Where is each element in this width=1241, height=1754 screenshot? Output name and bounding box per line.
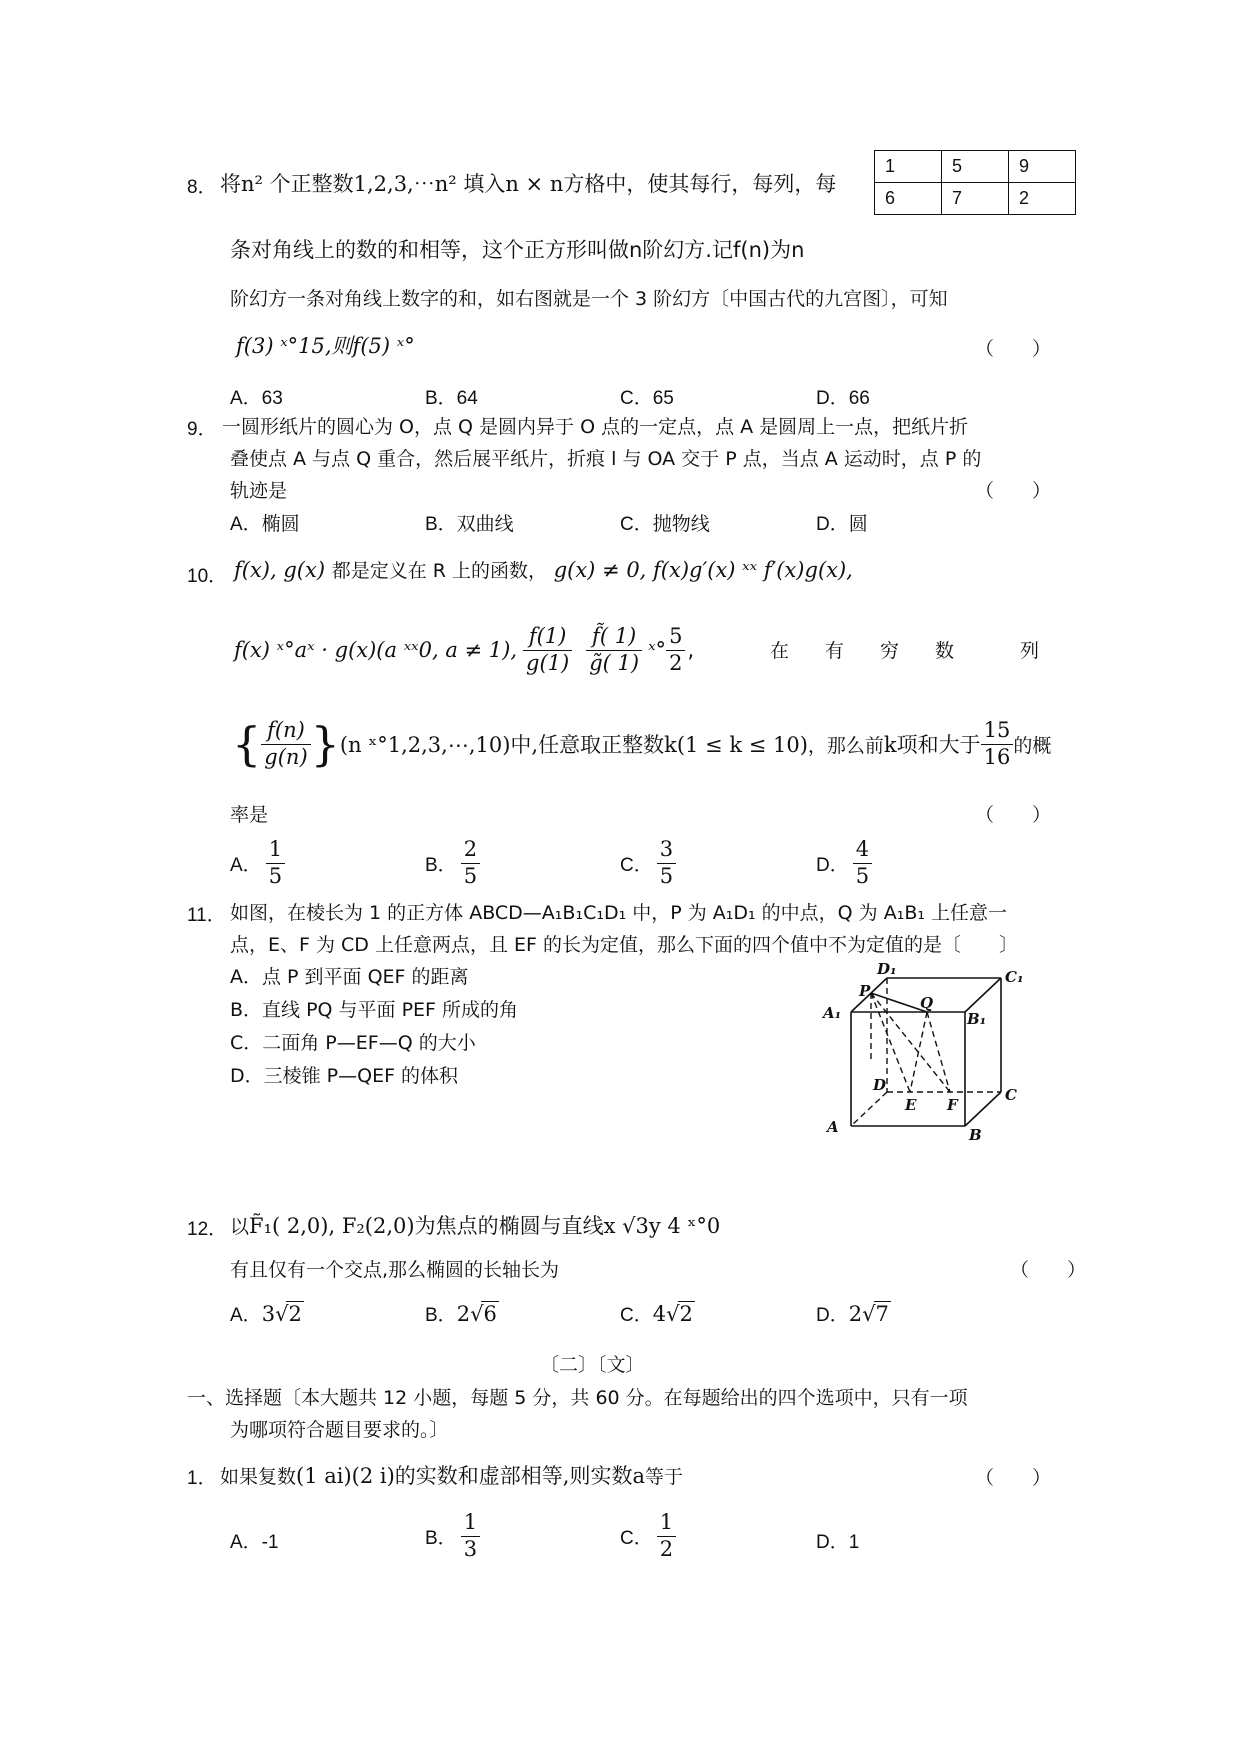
- fraction-numerator: 15: [981, 718, 1014, 744]
- question-1-number: 1．: [187, 1468, 217, 1489]
- fraction-denominator: g̃( 1): [589, 650, 640, 675]
- fraction-numerator: 2: [461, 837, 480, 863]
- question-8-option-c: C．65: [620, 388, 674, 409]
- label-b1: B₁: [967, 1010, 987, 1028]
- option-label: C．: [620, 1305, 653, 1326]
- option-coefficient: 4: [652, 1302, 667, 1326]
- question-10-tail-char: 数: [935, 640, 955, 662]
- option-label: D．: [816, 1305, 849, 1326]
- label-c: C: [1005, 1086, 1017, 1104]
- option-fraction: [853, 837, 872, 888]
- question-1-line-1-math: (1 ai)(2 i)的实数和虚部相等,则实数a: [296, 1464, 646, 1488]
- label-d: D: [873, 1076, 887, 1094]
- question-9-option-c: C．抛物线: [620, 514, 710, 535]
- question-1-option-b: [425, 1503, 480, 1569]
- magic-square-cell: 1: [875, 151, 942, 183]
- question-11-line-2: 点，E、F 为 CD 上任意两点，且 EF 的长为定值，那么下面的四个值中不为定值的是〔 〕: [230, 934, 1018, 956]
- fraction-denominator: 5: [463, 863, 478, 888]
- option-radicand: 2: [288, 1302, 302, 1326]
- section-heading-line-2: 为哪项符合题目要求的。〕: [230, 1419, 449, 1441]
- right-brace: }: [310, 717, 340, 771]
- question-12-option-a: [230, 1300, 304, 1327]
- question-10-tail-char: 在: [770, 640, 790, 662]
- question-8-line-2: 条对角线上的数的和相等，这个正方形叫做n阶幻方.记f(n)为n: [230, 238, 805, 262]
- cube-figure: [815, 960, 1030, 1145]
- question-12-option-b: [425, 1300, 499, 1327]
- fraction-numerator: 1: [461, 1510, 480, 1536]
- option-radicand: 2: [679, 1302, 693, 1326]
- question-10-line-2: [234, 615, 694, 685]
- fraction-numerator: f(n): [261, 718, 310, 744]
- question-10-line-3-end: 的概: [1013, 734, 1052, 757]
- question-12-option-c: [620, 1300, 695, 1327]
- question-10-line-3-k: k项和大于: [883, 733, 981, 757]
- cube-edge: [965, 978, 1001, 1012]
- question-10-option-b: [425, 833, 480, 893]
- question-10-answer-paren: （ ）: [975, 804, 1052, 826]
- question-10-tail-char: 列: [1020, 640, 1040, 662]
- question-10-sequence-fraction: [261, 718, 310, 769]
- magic-square-cell: 2: [1009, 183, 1076, 215]
- question-1-option-c: [620, 1503, 676, 1569]
- question-10-fraction-f-neg1: [586, 624, 642, 675]
- question-11-option-a: A．点 P 到平面 QEF 的距离: [230, 966, 469, 988]
- option-radicand: 7: [875, 1302, 889, 1326]
- question-9-answer-paren: （ ）: [975, 480, 1052, 502]
- magic-square-cell: 7: [942, 183, 1009, 215]
- option-label: D．: [816, 854, 849, 876]
- label-e: E: [905, 1096, 917, 1114]
- fraction-denominator: g(1): [526, 650, 570, 675]
- magic-square-table: [874, 150, 1076, 215]
- question-8-line-3: 阶幻方一条对角线上数字的和，如右图就是一个 3 阶幻方〔中国古代的九宫图〕，可知: [230, 288, 948, 310]
- question-12-answer-paren: （ ）: [1010, 1259, 1087, 1281]
- question-8-line-1-pre: 将: [220, 172, 241, 196]
- option-label: C．: [620, 854, 653, 876]
- option-label: A．: [230, 854, 262, 876]
- label-f: F: [947, 1096, 958, 1114]
- question-10-fraction-f1: [523, 624, 572, 675]
- option-label: B．: [425, 1305, 457, 1326]
- magic-square-cell: 5: [942, 151, 1009, 183]
- hidden-segment-qe: [910, 1012, 927, 1092]
- question-8-option-b: B．64: [425, 388, 478, 409]
- question-12-line-2: 有且仅有一个交点,那么椭圆的长轴长为: [230, 1259, 560, 1281]
- left-brace: {: [232, 717, 262, 771]
- sqrt-sign: √: [470, 1302, 484, 1326]
- question-9-option-b: B．双曲线: [425, 514, 514, 535]
- fraction-denominator: 2: [659, 1536, 674, 1561]
- label-a1: A₁: [823, 1004, 842, 1022]
- question-12-number: 12．: [187, 1219, 228, 1240]
- question-9-line-2: 叠使点 A 与点 Q 重合，然后展平纸片，折痕 l 与 OA 交于 P 点，当点 A 运动时，点 P 的: [230, 448, 982, 470]
- question-12-line-1-math: F̃₁( 2,0), F₂(2,0)为焦点的椭圆与直线x √3y 4 ˣ°0: [249, 1214, 721, 1238]
- fraction-numerator: 4: [853, 837, 872, 863]
- fraction-numerator: f(1): [523, 624, 572, 650]
- fraction-denominator: 3: [463, 1536, 478, 1561]
- option-fraction: [461, 1510, 480, 1561]
- fraction-numerator: 1: [266, 837, 285, 863]
- sqrt-sign: √: [666, 1302, 680, 1326]
- question-10-fraction-15-16: [981, 718, 1014, 769]
- question-8-number: 8．: [187, 177, 217, 198]
- option-fraction: [266, 837, 285, 888]
- section-title: 〔二〕〔文〕: [540, 1354, 645, 1376]
- question-1-option-a: A．-1: [230, 1532, 279, 1553]
- question-12-line-1-pre: 以: [230, 1216, 250, 1238]
- option-label: B．: [425, 854, 457, 876]
- question-10-tail-char: 有: [825, 640, 845, 662]
- option-fraction: [657, 1510, 676, 1561]
- question-1-answer-paren: （ ）: [975, 1467, 1052, 1489]
- option-coefficient: 2: [848, 1302, 863, 1326]
- question-10-fraction-5-2: [666, 624, 685, 675]
- label-q: Q: [920, 994, 934, 1012]
- hidden-segment-qf: [927, 1012, 950, 1092]
- label-a: A: [827, 1118, 839, 1136]
- question-8-option-d: D．66: [816, 388, 870, 409]
- question-9-number: 9．: [187, 419, 217, 440]
- question-8-answer-paren: （ ）: [975, 338, 1052, 360]
- question-11-number: 11．: [187, 905, 226, 926]
- option-label: C．: [620, 1527, 653, 1549]
- question-10-line-3-math: (n ˣ°1,2,3,⋯,10)中,任意取正整数k(1 ≤ k ≤ 10): [339, 733, 808, 757]
- fraction-denominator: 5: [268, 863, 283, 888]
- question-10-number: 10．: [187, 566, 228, 587]
- option-fraction: [461, 837, 480, 888]
- question-1-line-1-post: 等于: [645, 1466, 684, 1488]
- question-10-line-4: 率是: [230, 804, 269, 826]
- label-d1: D₁: [877, 960, 897, 978]
- question-1-option-d: D．1: [816, 1532, 860, 1553]
- sqrt-sign: √: [275, 1302, 289, 1326]
- fraction-denominator: 5: [855, 863, 870, 888]
- question-10-functions: f(x), g(x): [234, 558, 326, 582]
- cube-edge: [965, 1092, 1001, 1126]
- question-10-option-d: [816, 833, 872, 893]
- magic-square-row: [875, 183, 1076, 215]
- magic-square-cell: 9: [1009, 151, 1076, 183]
- fraction-numerator: 5: [666, 624, 685, 650]
- question-10-line-3: [232, 708, 1051, 780]
- label-b: B: [969, 1126, 982, 1144]
- question-9-line-3: 轨迹是: [230, 480, 288, 502]
- question-11-line-1: 如图，在棱长为 1 的正方体 ABCD—A₁B₁C₁D₁ 中，P 为 A₁D₁ 的中点，Q 为 A₁B₁ 上任意一: [230, 902, 1008, 924]
- question-10-tail-char: 穷: [880, 640, 900, 662]
- fraction-denominator: 2: [669, 650, 683, 675]
- fraction-numerator: f̃( 1): [586, 624, 642, 650]
- magic-square-cell: 6: [875, 183, 942, 215]
- fraction-numerator: 1: [657, 1510, 676, 1536]
- question-12-option-d: [816, 1300, 891, 1327]
- fraction-denominator: 5: [659, 863, 674, 888]
- question-11-option-c: C．二面角 P—EF—Q 的大小: [230, 1032, 476, 1054]
- question-9-line-1: 一圆形纸片的圆心为 O，点 Q 是圆内异于 O 点的一定点，点 A 是圆周上一点，把纸片折: [222, 416, 969, 438]
- question-12-line-1: [230, 1210, 720, 1240]
- question-1-line-1: [220, 1460, 683, 1490]
- section-heading-line-1: 一、选择题〔本大题共 12 小题，每题 5 分，共 60 分。在每题给出的四个选项中，只有一项: [187, 1387, 968, 1409]
- hidden-edge: [851, 1092, 887, 1126]
- option-coefficient: 2: [456, 1302, 471, 1326]
- magic-square-row: [875, 151, 1076, 183]
- question-10-line-1-text: 都是定义在 R 上的函数，: [331, 560, 548, 582]
- question-8-line-1-post: 方格中，使其每行，每列，每: [563, 172, 837, 196]
- question-10-line-2-math: f(x) ˣ°aˣ · g(x)(a ˣˣ0, a ≠ 1),: [234, 638, 518, 662]
- question-10-line-3-text: ，那么前: [807, 734, 884, 757]
- label-p: P: [859, 982, 871, 1000]
- question-10-condition: g(x) ≠ 0, f(x)g′(x) ˣˣ f′(x)g(x),: [553, 558, 853, 582]
- question-10-option-a: [230, 833, 285, 893]
- question-9-option-d: D．圆: [816, 514, 868, 535]
- question-10-equals-sign: ˣ°: [648, 638, 667, 662]
- question-9-option-a: A．椭圆: [230, 514, 300, 535]
- question-8-line-4: f(3) ˣ°15,则f(5) ˣ°: [236, 334, 415, 358]
- fraction-denominator: g(n): [264, 744, 308, 769]
- fraction-numerator: 3: [657, 837, 676, 863]
- question-8-line-1: [220, 168, 836, 198]
- question-11-option-b: B．直线 PQ 与平面 PEF 所成的角: [230, 999, 518, 1021]
- question-11-option-d: D．三棱锥 P—QEF 的体积: [230, 1065, 459, 1087]
- question-10-line-1: [234, 556, 853, 583]
- label-c1: C₁: [1005, 968, 1024, 986]
- fraction-denominator: 16: [983, 744, 1011, 769]
- option-radicand: 6: [483, 1302, 497, 1326]
- question-8-option-a: A．63: [230, 388, 283, 409]
- option-label: B．: [425, 1527, 457, 1549]
- option-fraction: [657, 837, 676, 888]
- question-10-option-c: [620, 833, 676, 893]
- option-label: A．: [230, 1305, 262, 1326]
- option-coefficient: 3: [261, 1302, 276, 1326]
- question-1-line-1-pre: 如果复数: [220, 1466, 297, 1488]
- comma: ,: [687, 638, 695, 662]
- sqrt-sign: √: [862, 1302, 876, 1326]
- question-8-line-1-math: n² 个正整数1,2,3,⋯n² 填入n × n: [241, 172, 564, 196]
